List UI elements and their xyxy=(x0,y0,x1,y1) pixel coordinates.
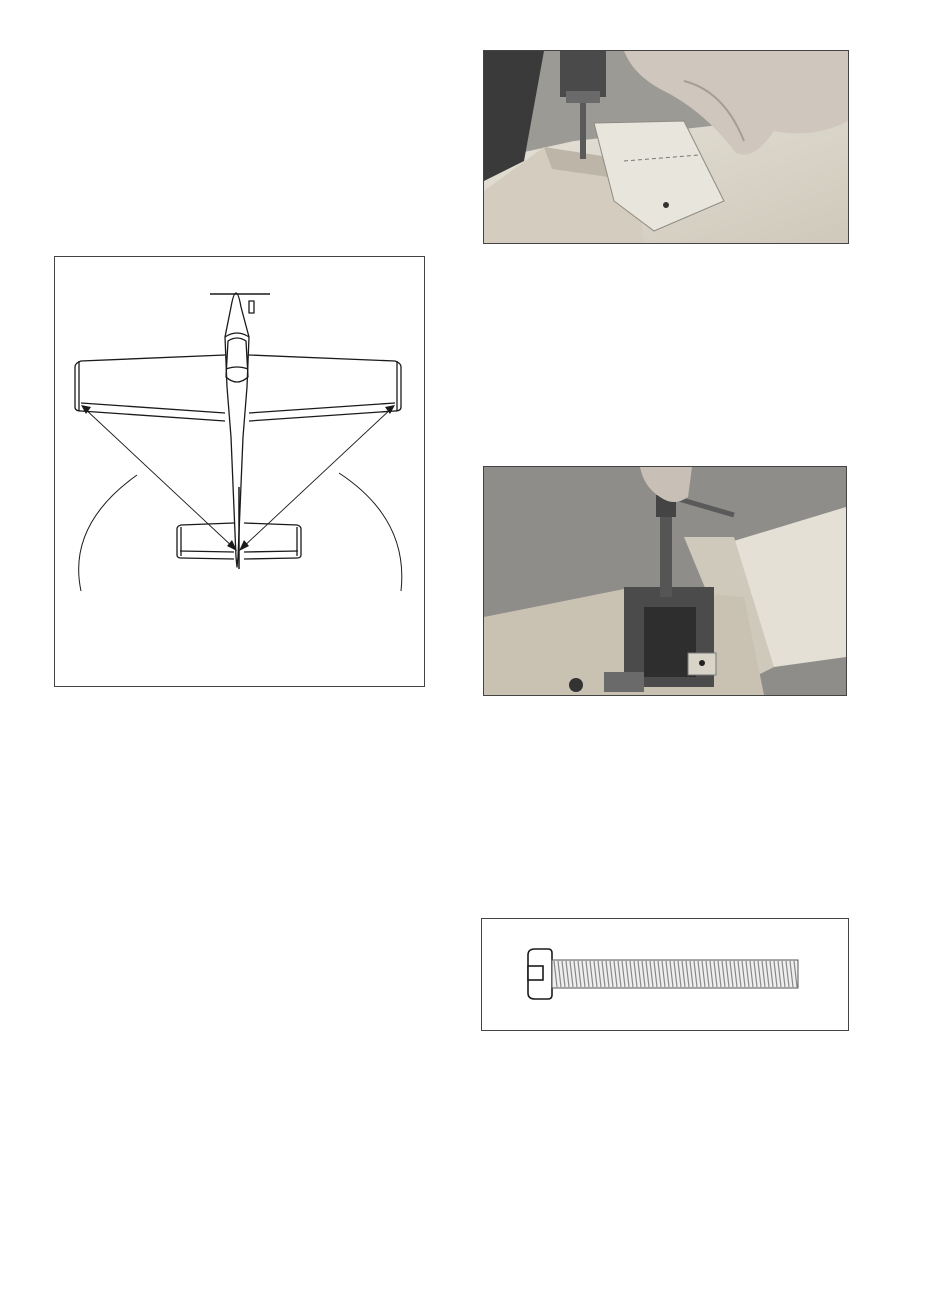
tap-photo xyxy=(483,466,847,696)
screw-drawing xyxy=(481,918,849,1031)
drill-photo xyxy=(483,50,849,244)
airplane-top-view-icon xyxy=(55,257,424,686)
machine-screw-icon xyxy=(482,919,848,1030)
tapping-thread-photo xyxy=(484,467,846,695)
airplane-alignment-diagram xyxy=(54,256,425,687)
drilling-hole-photo xyxy=(484,51,848,243)
